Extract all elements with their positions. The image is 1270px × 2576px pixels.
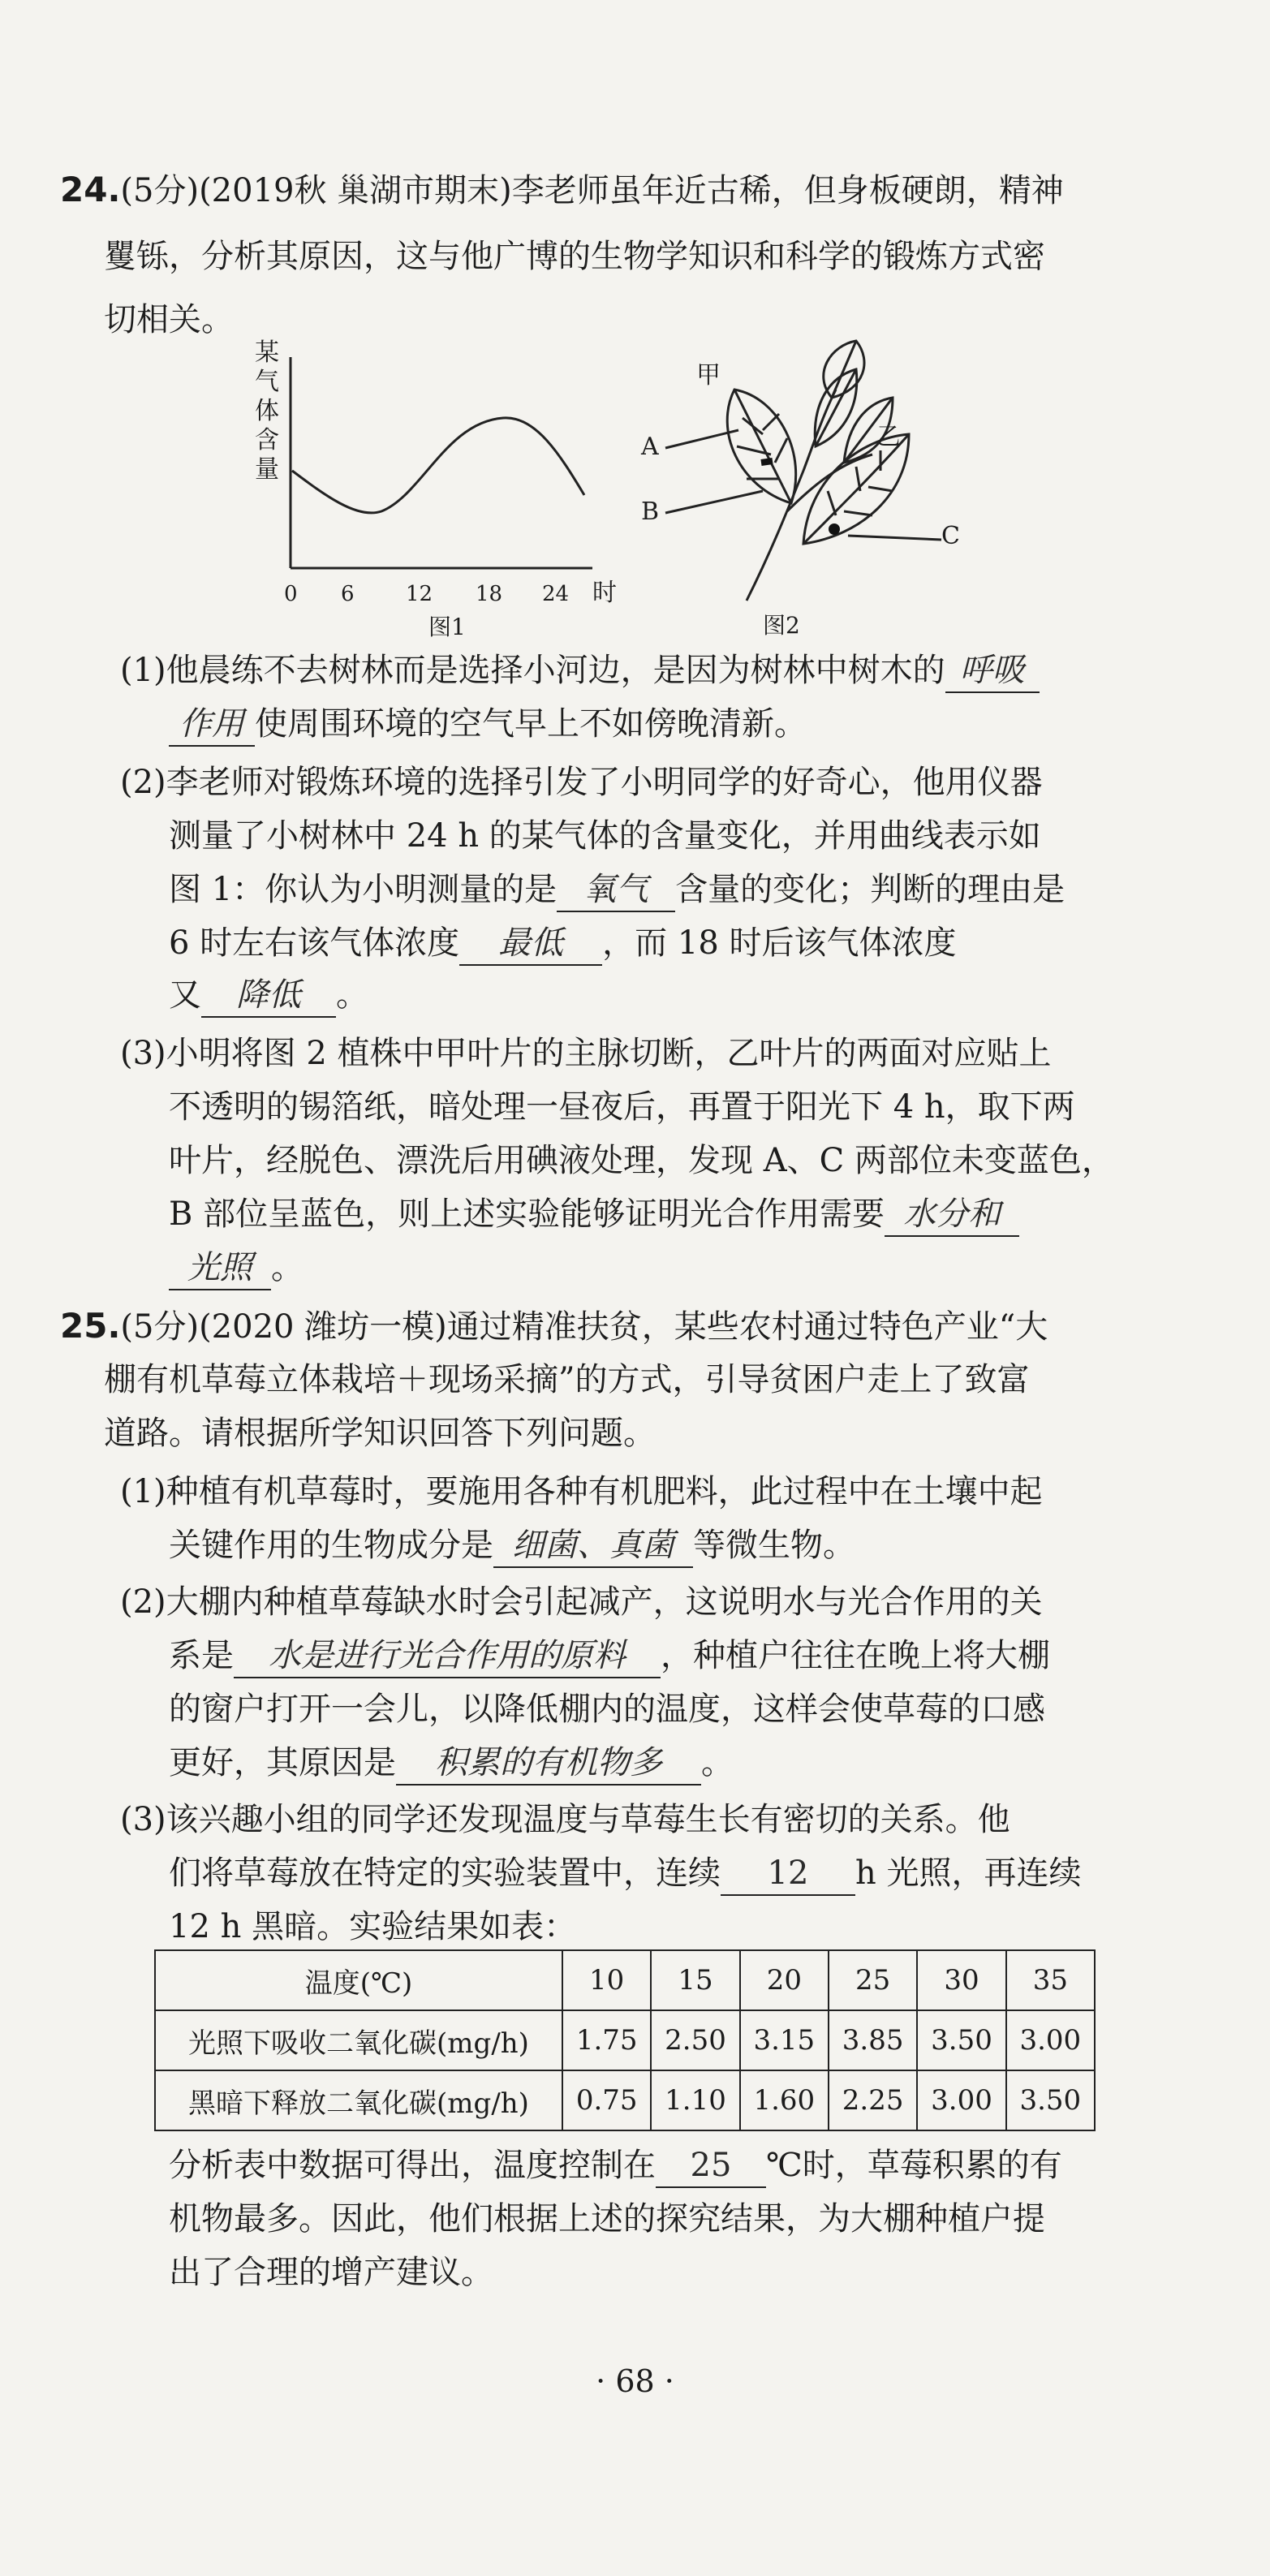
q24-p2-text-5b: 。	[336, 976, 368, 1014]
q24-p2-text-3a: 图 1：你认为小明测量的是	[169, 871, 558, 908]
q25-p1-line1: (1)种植有机草莓时，要施用各种有机肥料，此过程中在土壤中起	[120, 1473, 1043, 1510]
q24-p2-line4	[169, 922, 957, 966]
fig1-ylabel-0: 某	[255, 338, 279, 367]
q24-stem-1: (5分)(2019秋 巢湖市期末)李老师虽年近古稀，但身板硬朗，精神	[120, 172, 1064, 209]
q24-p2-text-5a: 又	[169, 976, 201, 1014]
q25-answer-4: 25	[656, 2144, 766, 2188]
fig1-ylabel-4: 量	[255, 455, 279, 484]
table-cell: 3.00	[917, 2070, 1005, 2130]
q24-p3-text-4a: B 部位呈蓝色，则上述实验能够证明光合作用需要	[169, 1195, 885, 1233]
q24-p3-text-5b: 。	[271, 1249, 304, 1286]
q24-p1-text-b: 使周围环境的空气早上不如傍晚清新。	[255, 705, 807, 743]
q24-answer-2b: 最低	[459, 922, 602, 966]
table-cell: 3.15	[740, 2010, 829, 2070]
table-cell: 3.50	[917, 2010, 1005, 2070]
table-row	[155, 2070, 1095, 2130]
table-cell: 1.60	[740, 2070, 829, 2130]
q25-p2-line3: 的窗户打开一会儿，以降低棚内的温度，这样会使草莓的口感	[169, 1691, 1045, 1728]
q25-p2-text-4a: 更好，其原因是	[169, 1744, 396, 1781]
q25-answer-2a: 水是进行光合作用的原料	[234, 1635, 661, 1678]
fig1-xunit: 时	[592, 579, 617, 607]
q24-p1-text-a: (1)他晨练不去树林而是选择小河边，是因为树林中树木的	[120, 652, 945, 689]
q24-p2-text-3b: 含量的变化；判断的理由是	[675, 871, 1066, 908]
label-a: A	[641, 433, 659, 461]
q24-answer-3b: 光照	[169, 1247, 271, 1290]
table-header-temp: 温度(℃)	[155, 1950, 562, 2010]
q25-answer-3a: 12	[721, 1852, 855, 1896]
q25-p2-line2	[169, 1635, 1050, 1678]
q24-p1-line2	[169, 703, 807, 747]
q24-stem-3: 切相关。	[104, 301, 234, 338]
q25-p2-line4	[169, 1742, 734, 1786]
table-cell: 35	[1006, 1950, 1095, 2010]
fig1-xtick-0: 0	[284, 582, 298, 606]
q25-answer-1: 细菌、真菌	[493, 1524, 693, 1568]
label-b: B	[641, 498, 660, 526]
q24-p3-line4	[169, 1193, 1019, 1237]
q25-p1-text-2b: 等微生物。	[693, 1527, 855, 1564]
fig1-caption: 图1	[428, 614, 466, 640]
table-row-label-light: 光照下吸收二氧化碳(mg/h)	[155, 2010, 562, 2070]
q25-p3-text-2a: 们将草莓放在特定的实验装置中，连续	[169, 1854, 721, 1892]
q25-p3-line2	[169, 1852, 1081, 1896]
figure-2-plant	[641, 341, 958, 649]
table-cell: 3.50	[1006, 2070, 1095, 2130]
q25-p4-line1	[169, 2144, 1062, 2188]
q24-p2-text-4a: 6 时左右该气体浓度	[169, 924, 460, 962]
q25-answer-2b: 积累的有机物多	[396, 1742, 701, 1786]
q24-p2-line3	[169, 868, 1065, 912]
table-cell: 2.25	[829, 2070, 917, 2130]
pointer-b	[665, 491, 763, 513]
q25-p3-line1: (3)该兴趣小组的同学还发现温度与草莓生长有密切的关系。他	[120, 1801, 1010, 1838]
q24-p3-line3: 叶片，经脱色、漂洗后用碘液处理，发现 A、C 两部位未变蓝色，	[169, 1142, 1114, 1179]
q25-stem-3: 道路。请根据所学知识回答下列问题。	[104, 1415, 656, 1452]
table-cell: 10	[562, 1950, 651, 2010]
fig1-ylabel-2: 体	[255, 397, 279, 425]
fig1-xtick-12: 12	[406, 582, 433, 606]
q25-p3-text-2b: h 光照，再连续	[855, 1854, 1082, 1892]
pointer-a	[665, 430, 738, 448]
table-cell: 3.85	[829, 2010, 917, 2070]
table-cell: 30	[917, 1950, 1005, 2010]
page-number: · 68 ·	[596, 2363, 674, 2399]
fig1-xtick-6: 6	[341, 582, 355, 606]
fig1-xtick-24: 24	[542, 582, 570, 606]
results-table	[154, 1949, 1096, 2131]
cut-mark	[761, 461, 773, 463]
q24-p3-line1: (3)小明将图 2 植株中甲叶片的主脉切断，乙叶片的两面对应贴上	[120, 1035, 1052, 1072]
fig1-ylabel-1: 气	[255, 368, 279, 396]
q25-p1-text-2a: 关键作用的生物成分是	[169, 1527, 493, 1564]
table-row-label-dark: 黑暗下释放二氧化碳(mg/h)	[155, 2070, 562, 2130]
q25-stem-1: (5分)(2020 潍坊一模)通过精准扶贫，某些农村通过特色产业“大	[120, 1308, 1048, 1346]
table-cell: 20	[740, 1950, 829, 2010]
q25-p2-text-2b: ，种植户往往在晚上将大棚	[661, 1637, 1050, 1674]
q24-stem-2: 矍铄，分析其原因，这与他广博的生物学知识和科学的锻炼方式密	[104, 238, 1045, 275]
q25-p3-line3: 12 h 黑暗。实验结果如表：	[169, 1908, 577, 1945]
label-yi: 乙	[876, 423, 901, 451]
table-cell: 1.75	[562, 2010, 651, 2070]
q24-answer-2c: 降低	[201, 974, 336, 1018]
point-c-dot	[829, 523, 840, 535]
q24-p3-line5	[169, 1247, 304, 1290]
q24-answer-3a: 水分和	[885, 1193, 1019, 1237]
table-cell: 1.10	[651, 2070, 739, 2130]
q24-p2-line1: (2)李老师对锻炼环境的选择引发了小明同学的好奇心，他用仪器	[120, 764, 1043, 801]
q24-answer-1a: 呼吸	[945, 649, 1040, 693]
table-row	[155, 2010, 1095, 2070]
q24-line-1	[60, 169, 1064, 212]
q25-p1-line2	[169, 1524, 855, 1568]
q25-line-1	[60, 1305, 1048, 1348]
table-row	[155, 1950, 1095, 2010]
q24-answer-1b: 作用	[169, 703, 255, 747]
q24-p2-line5	[169, 974, 368, 1018]
fig1-ylabel-3: 含	[255, 426, 279, 454]
q25-p2-text-2a: 系是	[169, 1637, 234, 1674]
table-cell: 2.50	[651, 2010, 739, 2070]
table-cell: 25	[829, 1950, 917, 2010]
fig1-curve	[292, 418, 584, 513]
q25-p4-line2: 机物最多。因此，他们根据上述的探究结果，为大棚种植户提	[169, 2200, 1045, 2238]
pointer-c	[848, 536, 941, 540]
q24-p2-line2: 测量了小树林中 24 h 的某气体的含量变化，并用曲线表示如	[169, 817, 1041, 855]
table-cell: 0.75	[562, 2070, 651, 2130]
plant-stem	[747, 390, 836, 601]
table-cell: 3.00	[1006, 2010, 1095, 2070]
q25-p4-text-1a: 分析表中数据可得出，温度控制在	[169, 2147, 656, 2184]
q25-p2-line1: (2)大棚内种植草莓缺水时会引起减产，这说明水与光合作用的关	[120, 1583, 1043, 1621]
q24-p3-line2: 不透明的锡箔纸，暗处理一昼夜后，再置于阳光下 4 h，取下两	[169, 1088, 1075, 1126]
label-jia: 甲	[696, 361, 721, 390]
q24-p1-line1	[120, 649, 1040, 693]
q24-p2-text-4b: ，而 18 时后该气体浓度	[602, 924, 957, 962]
q25-p4-line3: 出了合理的增产建议。	[169, 2254, 493, 2291]
q24-number: 24.	[60, 170, 121, 209]
fig1-xtick-18: 18	[476, 582, 503, 606]
label-c: C	[941, 522, 960, 550]
q25-stem-2: 棚有机草莓立体栽培＋现场采摘”的方式，引导贫困户走上了致富	[104, 1361, 1030, 1398]
q25-p4-text-1b: ℃时，草莓积累的有	[766, 2147, 1062, 2184]
q24-answer-2a: 氧气	[557, 868, 675, 912]
q25-number: 25.	[60, 1306, 121, 1346]
figure-1-curve	[235, 333, 660, 641]
q25-p2-text-4b: 。	[701, 1744, 734, 1781]
fig2-caption: 图2	[763, 612, 800, 639]
table-cell: 15	[651, 1950, 739, 2010]
